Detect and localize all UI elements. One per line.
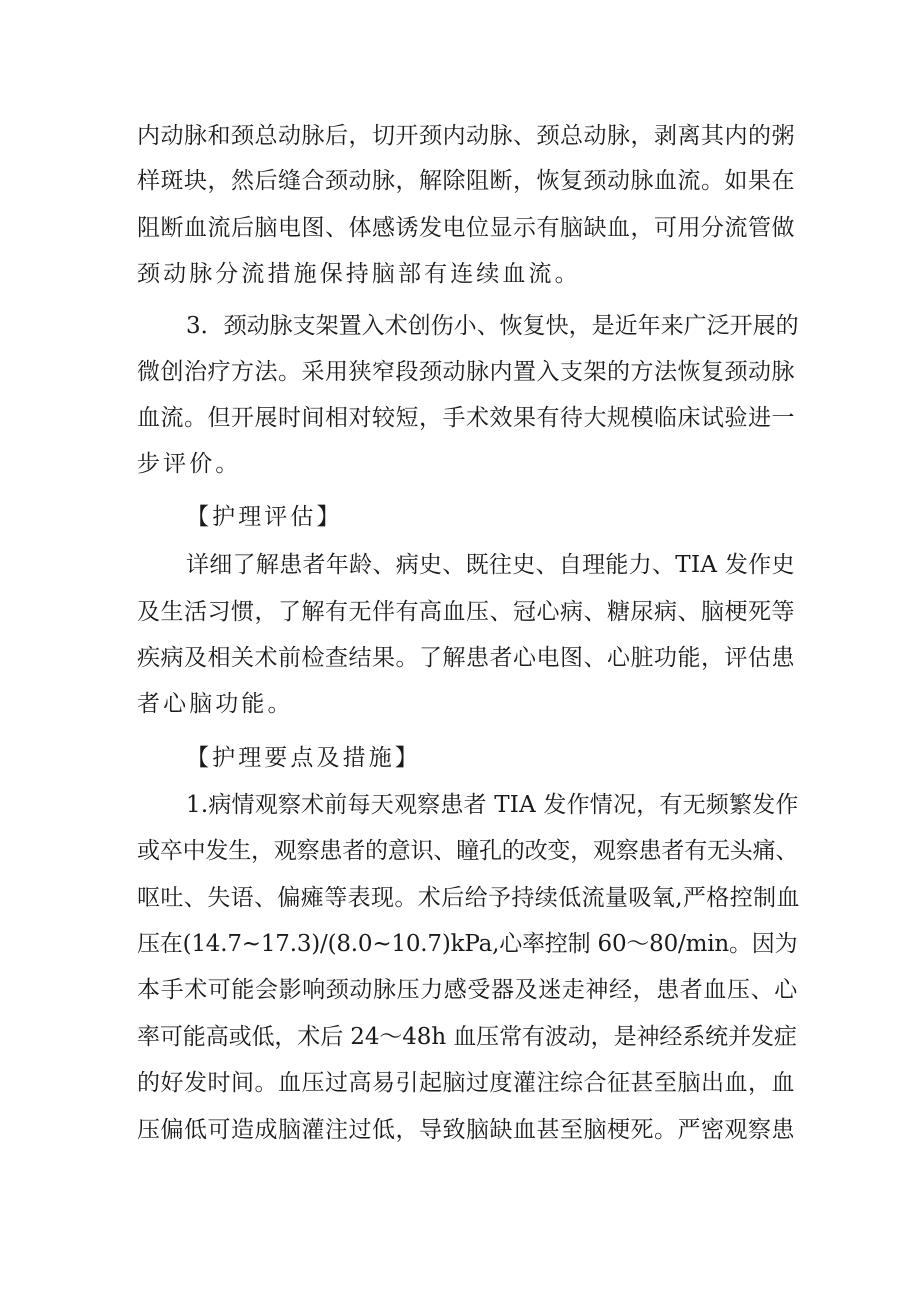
text-line: 内动脉和颈总动脉后，切开颈内动脉、颈总动脉，剥离其内的粥 [137,123,795,149]
text-line: 及生活习惯，了解有无伴有高血压、冠心病、糖尿病、脑梗死等 [137,599,795,625]
text-line: 者心脑功能。 [137,691,294,717]
text-line: 血流。但开展时间相对较短，手术效果有待大规模临床试验进一 [137,405,795,431]
text-line: 率可能高或低，术后 24～48h 血压常有波动，是神经系统并发症 [137,1024,797,1050]
section-heading-nursing-measures: 【护理要点及措施】 [186,745,421,771]
text-line: 样斑块，然后缝合颈动脉，解除阻断，恢复颈动脉血流。如果在 [137,168,795,194]
text-line: 的好发时间。血压过高易引起脑过度灌注综合征甚至脑出血，血 [137,1070,795,1096]
text-line: 压在(14.7~17.3)/(8.0~10.7)kPa,心率控制 60～80/min。因为 [137,931,798,957]
section-heading-nursing-assessment: 【护理评估】 [186,504,343,530]
text-line: 本手术可能会影响颈动脉压力感受器及迷走神经，患者血压、心 [137,977,798,1003]
text-line: 颈动脉分流措施保持脑部有连续血流。 [137,261,581,287]
text-line: 1.病情观察术前每天观察患者 TIA 发作情况，有无频繁发作 [186,792,799,818]
text-line: 3．颈动脉支架置入术创伤小、恢复快，是近年来广泛开展的 [186,313,799,339]
text-line: 压偏低可造成脑灌注过低，导致脑缺血甚至脑梗死。严密观察患 [137,1117,795,1143]
text-line: 呕吐、失语、偏瘫等表现。术后给予持续低流量吸氧,严格控制血 [137,885,800,911]
text-line: 阻断血流后脑电图、体感诱发电位显示有脑缺血，可用分流管做 [137,215,795,241]
text-line: 步评价。 [137,451,242,477]
text-line: 微创治疗方法。采用狭窄段颈动脉内置入支架的方法恢复颈动脉 [137,359,795,385]
text-line: 详细了解患者年龄、病史、既往史、自理能力、TIA 发作史 [186,552,795,578]
text-line: 疾病及相关术前检查结果。了解患者心电图、心脏功能，评估患 [137,645,795,671]
text-line: 或卒中发生，观察患者的意识、瞳孔的改变，观察患者有无头痛、 [137,838,799,864]
